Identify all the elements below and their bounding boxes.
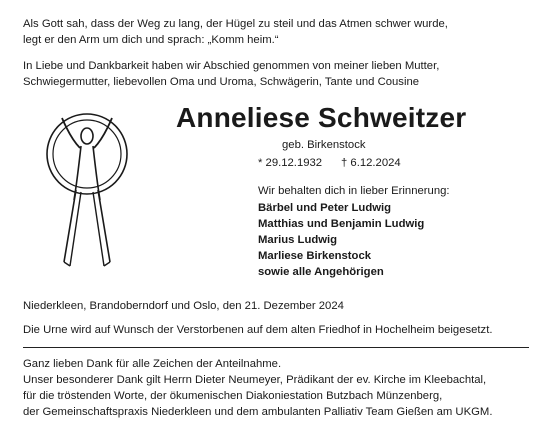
thanks-line-2: Unser besonderer Dank gilt Herrn Dieter Neumeyer, Prädikant der ev. Kirche im Kleebachtal, [23,374,487,386]
remembrance-line: Wir behalten dich in lieber Erinnerung: [258,185,450,197]
deceased-name: Anneliese Schweitzer [176,102,467,133]
poem-line-1: Als Gott sah, dass der Weg zu lang, der Hügel zu steil und das Atmen schwer wurde, [23,18,448,30]
intro-line-2: Schwiegermutter, liebevollen Oma und Uroma, Schwägerin, Tante und Cousine [23,76,420,88]
thanks-line-1: Ganz lieben Dank für alle Zeichen der Anteilnahme. [23,358,282,370]
mourner-item: sowie alle Angehörigen [258,266,384,278]
thanks-line-4: der Gemeinschaftspraxis Niederkleen und dem ambulanten Palliativ Team Gießen am UKGM. [23,406,493,418]
birth-date: * 29.12.1932 [258,157,323,169]
burial-note: Die Urne wird auf Wunsch der Verstorbenen auf dem alten Friedhof in Hochelheim beigesetzt. [23,324,493,336]
mourner-item: Matthias und Benjamin Ludwig [258,218,425,230]
mourner-item: Marliese Birkenstock [258,250,372,262]
place-date: Niederkleen, Brandoberndorf und Oslo, den 21. Dezember 2024 [23,300,344,312]
mourner-item: Marius Ludwig [258,234,338,246]
poem-line-2: legt er den Arm um dich und sprach: „Komm heim.“ [23,34,279,46]
death-date: † 6.12.2024 [341,157,401,169]
figure-in-circle-icon [44,112,130,272]
divider [23,347,529,348]
mourner-item: Bärbel und Peter Ludwig [258,202,392,214]
thanks-line-3: für die tröstenden Worte, der ökumenischen Diakoniestation Butzbach Münzenberg, [23,390,443,402]
birth-name: geb. Birkenstock [282,139,366,151]
intro-line-1: In Liebe und Dankbarkeit haben wir Abschied genommen von meiner lieben Mutter, [23,60,440,72]
